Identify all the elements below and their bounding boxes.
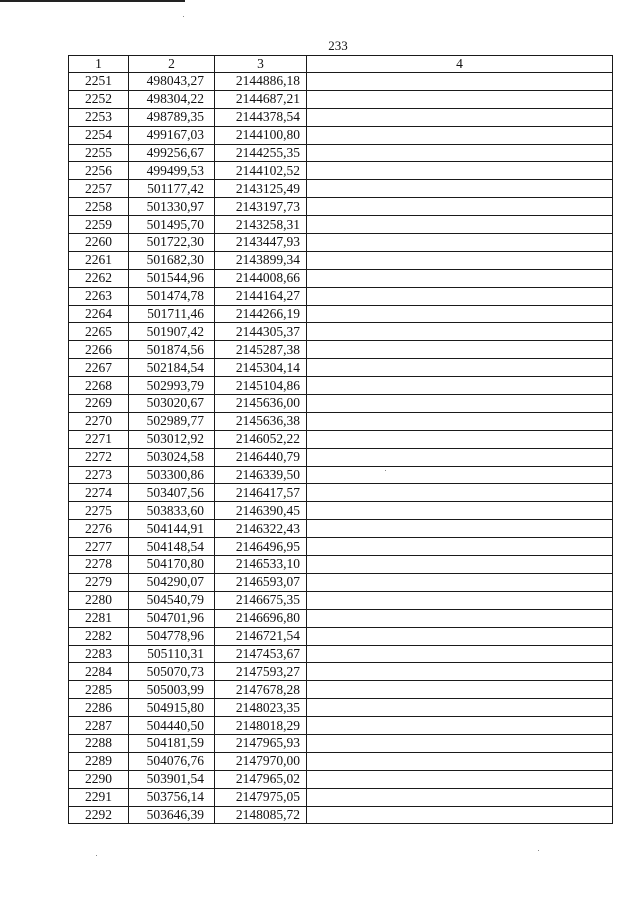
table-row: [69, 162, 613, 180]
table-cell: 2275: [69, 502, 129, 520]
table-cell: 2143899,34: [215, 251, 307, 269]
table-cell: 2147453,67: [215, 645, 307, 663]
table-row: [69, 251, 613, 269]
table-cell: 2146440,79: [215, 448, 307, 466]
table-cell: 503024,58: [129, 448, 215, 466]
table-row: [69, 752, 613, 770]
table-cell: [307, 770, 613, 788]
table-cell: 2146496,95: [215, 538, 307, 556]
table-cell: [307, 448, 613, 466]
table-cell: 504915,80: [129, 699, 215, 717]
table-cell: 498304,22: [129, 90, 215, 108]
table-cell: 503300,86: [129, 466, 215, 484]
table-cell: 2144008,66: [215, 269, 307, 287]
table-cell: 2261: [69, 251, 129, 269]
table-cell: 2147965,02: [215, 770, 307, 788]
table-cell: 2282: [69, 627, 129, 645]
table-cell: 2146721,54: [215, 627, 307, 645]
column-header: 1: [69, 56, 129, 73]
table-row: [69, 234, 613, 252]
table-row: [69, 538, 613, 556]
table-cell: [307, 538, 613, 556]
table-cell: 2289: [69, 752, 129, 770]
table-row: [69, 180, 613, 198]
table-cell: 2252: [69, 90, 129, 108]
table-row: [69, 412, 613, 430]
table-cell: 2146339,50: [215, 466, 307, 484]
table-cell: [307, 806, 613, 824]
coordinates-table: [68, 55, 613, 824]
table-row: [69, 699, 613, 717]
table-cell: 2263: [69, 287, 129, 305]
table-cell: 2271: [69, 430, 129, 448]
table-row: [69, 806, 613, 824]
table-row: [69, 681, 613, 699]
table-cell: 2145287,38: [215, 341, 307, 359]
table-cell: 2146675,35: [215, 591, 307, 609]
table-row: [69, 216, 613, 234]
table-cell: [307, 359, 613, 377]
table-cell: [307, 108, 613, 126]
table-row: [69, 627, 613, 645]
table-cell: 2258: [69, 198, 129, 216]
table-cell: 2286: [69, 699, 129, 717]
table-row: [69, 448, 613, 466]
table-cell: 504148,54: [129, 538, 215, 556]
table-cell: 2276: [69, 520, 129, 538]
table-cell: 2284: [69, 663, 129, 681]
table-cell: [307, 752, 613, 770]
table-cell: [307, 466, 613, 484]
table-cell: 504290,07: [129, 573, 215, 591]
table-cell: 2257: [69, 180, 129, 198]
table-cell: 2287: [69, 717, 129, 735]
table-cell: 2145104,86: [215, 377, 307, 395]
table-row: [69, 305, 613, 323]
table-cell: 2144305,37: [215, 323, 307, 341]
table-cell: [307, 305, 613, 323]
table-cell: [307, 645, 613, 663]
table-cell: [307, 412, 613, 430]
table-cell: 2251: [69, 73, 129, 91]
table-cell: 503646,39: [129, 806, 215, 824]
table-cell: 2143197,73: [215, 198, 307, 216]
table-row: [69, 323, 613, 341]
table-cell: 499256,67: [129, 144, 215, 162]
table-cell: [307, 341, 613, 359]
table-cell: 501544,96: [129, 269, 215, 287]
table-cell: 498789,35: [129, 108, 215, 126]
table-cell: 504170,80: [129, 556, 215, 574]
table-cell: 502184,54: [129, 359, 215, 377]
table-row: [69, 520, 613, 538]
table-row: [69, 502, 613, 520]
scan-speck: [538, 850, 539, 851]
table-row: [69, 734, 613, 752]
table-row: [69, 484, 613, 502]
table-cell: 2291: [69, 788, 129, 806]
table-cell: 2144100,80: [215, 126, 307, 144]
scan-speck: [96, 855, 97, 856]
table-cell: 504778,96: [129, 627, 215, 645]
table-cell: 2279: [69, 573, 129, 591]
table-cell: 2292: [69, 806, 129, 824]
table-cell: [307, 395, 613, 413]
table-cell: 501177,42: [129, 180, 215, 198]
table-row: [69, 609, 613, 627]
table-row: [69, 269, 613, 287]
table-cell: 2280: [69, 591, 129, 609]
table-row: [69, 90, 613, 108]
table-cell: [307, 573, 613, 591]
table-cell: 501474,78: [129, 287, 215, 305]
table-cell: 2146533,10: [215, 556, 307, 574]
table-cell: 2268: [69, 377, 129, 395]
table-cell: [307, 269, 613, 287]
table-cell: 504181,59: [129, 734, 215, 752]
table-cell: [307, 502, 613, 520]
table-row: [69, 556, 613, 574]
table-cell: 504144,91: [129, 520, 215, 538]
table-cell: 2267: [69, 359, 129, 377]
table-cell: 501330,97: [129, 198, 215, 216]
table-row: [69, 287, 613, 305]
table-cell: 2145636,00: [215, 395, 307, 413]
table-cell: 2285: [69, 681, 129, 699]
table-cell: 2145304,14: [215, 359, 307, 377]
table-row: [69, 341, 613, 359]
table-cell: [307, 126, 613, 144]
table-cell: 2277: [69, 538, 129, 556]
table-cell: [307, 73, 613, 91]
table-row: [69, 126, 613, 144]
table-cell: 501907,42: [129, 323, 215, 341]
table-cell: [307, 180, 613, 198]
table-cell: 2255: [69, 144, 129, 162]
table-cell: 2144255,35: [215, 144, 307, 162]
table-cell: 503407,56: [129, 484, 215, 502]
table-cell: [307, 198, 613, 216]
table-cell: [307, 377, 613, 395]
table-cell: [307, 520, 613, 538]
table-row: [69, 73, 613, 91]
table-cell: 2272: [69, 448, 129, 466]
top-edge-rule: [0, 0, 185, 2]
table-cell: 2148018,29: [215, 717, 307, 735]
table-cell: [307, 144, 613, 162]
table-row: [69, 591, 613, 609]
table-row: [69, 144, 613, 162]
column-header: 4: [307, 56, 613, 73]
table-cell: 2143258,31: [215, 216, 307, 234]
table-cell: 2146390,45: [215, 502, 307, 520]
table-cell: 2146696,80: [215, 609, 307, 627]
table-cell: 2260: [69, 234, 129, 252]
table-cell: [307, 734, 613, 752]
table-cell: 2146593,07: [215, 573, 307, 591]
table-row: [69, 198, 613, 216]
table-cell: [307, 484, 613, 502]
table-cell: [307, 216, 613, 234]
table-cell: 2256: [69, 162, 129, 180]
table-cell: 2259: [69, 216, 129, 234]
table-cell: 2148085,72: [215, 806, 307, 824]
table-cell: 2270: [69, 412, 129, 430]
table-cell: 501722,30: [129, 234, 215, 252]
table-cell: 2146052,22: [215, 430, 307, 448]
table-cell: 2283: [69, 645, 129, 663]
table-cell: 503020,67: [129, 395, 215, 413]
table-cell: 2146417,57: [215, 484, 307, 502]
table-row: [69, 395, 613, 413]
page-number: 233: [328, 38, 348, 53]
table-cell: 503012,92: [129, 430, 215, 448]
table-row: [69, 108, 613, 126]
table-cell: 2147593,27: [215, 663, 307, 681]
table-cell: [307, 90, 613, 108]
table-cell: [307, 556, 613, 574]
table-cell: [307, 430, 613, 448]
table-cell: 2143125,49: [215, 180, 307, 198]
table-cell: [307, 323, 613, 341]
table-cell: 503833,60: [129, 502, 215, 520]
table-cell: 501874,56: [129, 341, 215, 359]
table-cell: [307, 699, 613, 717]
table-cell: 2147965,93: [215, 734, 307, 752]
table-cell: 2148023,35: [215, 699, 307, 717]
table-cell: [307, 609, 613, 627]
table-row: [69, 377, 613, 395]
table-cell: 504076,76: [129, 752, 215, 770]
table-header-row: [69, 56, 613, 73]
table-cell: 2145636,38: [215, 412, 307, 430]
table-cell: 498043,27: [129, 73, 215, 91]
table-cell: [307, 591, 613, 609]
table-cell: [307, 788, 613, 806]
table-cell: 2147678,28: [215, 681, 307, 699]
table-cell: 502993,79: [129, 377, 215, 395]
scan-speck: [183, 16, 184, 17]
table-cell: 505003,99: [129, 681, 215, 699]
table-cell: [307, 663, 613, 681]
table-cell: 2262: [69, 269, 129, 287]
table-cell: 505110,31: [129, 645, 215, 663]
table-cell: 504701,96: [129, 609, 215, 627]
table-cell: 2143447,93: [215, 234, 307, 252]
table-cell: 503756,14: [129, 788, 215, 806]
table-body: [69, 73, 613, 824]
table-row: [69, 645, 613, 663]
table-cell: [307, 627, 613, 645]
table-cell: 505070,73: [129, 663, 215, 681]
table-cell: 2281: [69, 609, 129, 627]
table-cell: 499499,53: [129, 162, 215, 180]
table-cell: 2144378,54: [215, 108, 307, 126]
table-cell: 2146322,43: [215, 520, 307, 538]
table-row: [69, 466, 613, 484]
table-cell: 2265: [69, 323, 129, 341]
column-header: 3: [215, 56, 307, 73]
table-cell: 2144266,19: [215, 305, 307, 323]
table-cell: 2269: [69, 395, 129, 413]
table-cell: 2144102,52: [215, 162, 307, 180]
table-cell: 502989,77: [129, 412, 215, 430]
table-cell: 2273: [69, 466, 129, 484]
table-cell: [307, 162, 613, 180]
table-cell: 2144687,21: [215, 90, 307, 108]
table-row: [69, 717, 613, 735]
table-row: [69, 663, 613, 681]
table-cell: 2253: [69, 108, 129, 126]
table-cell: 503901,54: [129, 770, 215, 788]
table-cell: 2264: [69, 305, 129, 323]
table-cell: [307, 287, 613, 305]
table-row: [69, 430, 613, 448]
table-cell: 2288: [69, 734, 129, 752]
table-cell: 2147975,05: [215, 788, 307, 806]
table-cell: [307, 717, 613, 735]
table-cell: 501711,46: [129, 305, 215, 323]
column-header: 2: [129, 56, 215, 73]
table-cell: 504540,79: [129, 591, 215, 609]
table-row: [69, 788, 613, 806]
table-cell: 2266: [69, 341, 129, 359]
table-cell: 2290: [69, 770, 129, 788]
table-cell: 2144886,18: [215, 73, 307, 91]
table-row: [69, 573, 613, 591]
table-cell: 2278: [69, 556, 129, 574]
table-cell: [307, 681, 613, 699]
table-cell: 2274: [69, 484, 129, 502]
table-cell: 504440,50: [129, 717, 215, 735]
table-row: [69, 359, 613, 377]
table-cell: 501682,30: [129, 251, 215, 269]
table-cell: 2147970,00: [215, 752, 307, 770]
table-cell: 501495,70: [129, 216, 215, 234]
table-cell: 499167,03: [129, 126, 215, 144]
table-cell: 2144164,27: [215, 287, 307, 305]
table-row: [69, 770, 613, 788]
table-cell: [307, 234, 613, 252]
table-cell: 2254: [69, 126, 129, 144]
table-cell: [307, 251, 613, 269]
